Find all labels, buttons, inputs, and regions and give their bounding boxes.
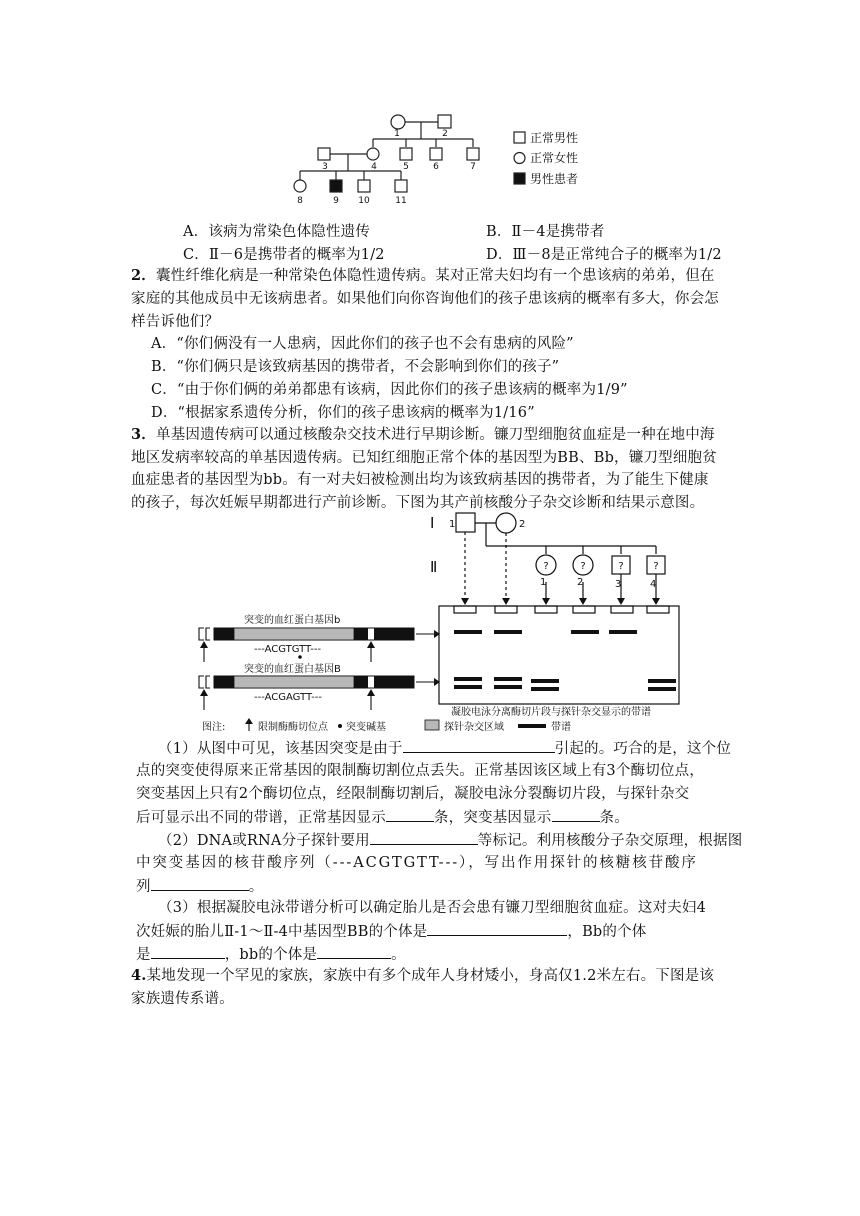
fetus-number: 3 [615,579,622,590]
gene-B-title: 突变的血红蛋白基因B [244,664,341,675]
pedigree-number: 8 [297,196,303,206]
q2-option-d: D．“根据家系遗传分析，你们的孩子患该病的概率为1/16” [151,405,535,421]
q3-stem-line: 血症患者的基因型为bb。有一对夫妇被检测出均为该致病基因的携带者，为了能生下健康 [131,472,709,488]
q1-option-a: A．该病为常染色体隐性遗传 [183,224,371,240]
q1-option-b: B．Ⅱ－4是携带者 [486,224,605,240]
fetus-number: 4 [650,579,657,590]
fetus-unknown-mark: ? [618,561,624,572]
q3-p3-line: （3）根据凝胶电泳带谱分析可以确定胎儿是否会患有镰刀型细胞贫血症。这对夫妇4 [158,900,707,916]
q3-p1-line: 点的突变使得原来正常基因的限制酶切割位点丢失。正常基因该区域上有3个酶切位点， [136,763,705,779]
answer-blank[interactable] [370,830,478,845]
fetus-unknown-mark: ? [580,561,586,572]
q2-stem-line: 2．囊性纤维化病是一种常染色体隐性遗传病。某对正常夫妇均有一个患该病的弟弟，但在 [131,267,715,284]
pedigree-number: 6 [433,162,439,172]
pedigree-number: 2 [442,129,448,139]
pedigree-number: 10 [358,196,370,206]
pedigree-number: 4 [371,162,377,172]
q3-p1-line: 突变基因上只有2个酶切位点，经限制酶切割后，凝胶电泳分裂酶切片段，与探针杂交 [136,786,690,802]
legend-band: 带谱 [551,722,571,733]
fetus-number: 2 [577,577,584,588]
pedigree-figure-1 [280,105,600,215]
q3-p2-line: 中突变基因的核苷酸序列（---ACGTGTT---），写出作用探针的核糖核苷酸序 [136,855,698,871]
q2-option-c: C．“由于你们俩的弟弟都患有该病，因此你们的孩子患该病的概率为1/9” [151,382,628,398]
gel-electrophoresis-figure [196,512,696,734]
legend-mutant-base: 突变碱基 [346,722,386,733]
q3-p2-line: （2）DNA或RNA分子探针要用 等标记。利用核酸分子杂交原理，根据图 [158,830,742,851]
legend-cut-site: 限制酶酶切位点 [258,722,328,733]
q2-stem-line: 样告诉他们？ [131,314,220,330]
fetus-unknown-mark: ? [653,561,659,572]
gene-b-title: 突变的血红蛋白基因b [244,615,341,626]
gene-b-sequence: ---ACGTGTT--- [254,644,322,655]
q3-number: 3． [131,426,156,443]
q3-p1-line: （1）从图中可见，该基因突变是由于 引起的。巧合的是，这个位 [158,738,731,759]
answer-blank[interactable] [386,807,434,822]
legend-affected-male: 男性患者 [530,172,579,186]
answer-blank[interactable] [427,921,567,936]
fetus-number: 1 [540,577,547,588]
gel-caption: 凝胶电泳分离酶切片段与探针杂交显示的带谱 [451,707,651,718]
q4-stem-line: 4.某地发现一个罕见的家族，家族中有多个成年人身材矮小，身高仅1.2米左右。下图是该 [131,967,715,984]
q2-stem-line: 家庭的其他成员中无该病患者。如果他们向你咨询他们的孩子患该病的概率有多大，你会怎 [131,291,719,307]
q3-p1-line: 后可显示出不同的带谱，正常基因显示 条，突变基因显示 条。 [136,807,629,828]
q3-stem-line: 3．单基因遗传病可以通过核酸杂交技术进行早期诊断。镰刀型细胞贫血症是一种在地中海 [131,426,715,443]
q1-option-c: C．Ⅱ－6是携带者的概率为1/2 [183,247,385,263]
legend-normal-female: 正常女性 [530,151,579,165]
fetus-unknown-mark: ? [543,561,549,572]
generation-2-label: Ⅱ [430,558,438,576]
pedigree-number: 9 [333,196,339,206]
answer-blank[interactable] [403,738,555,753]
legend-title: 图注: [202,722,226,733]
parent-number: 2 [519,519,526,530]
pedigree-number: 3 [322,162,328,172]
parent-number: 1 [449,519,456,530]
gene-B-sequence: ---ACGAGTT--- [254,692,323,703]
q1-option-d: D．Ⅲ－8是正常纯合子的概率为1/2 [486,247,722,263]
q3-stem-line: 地区发病率较高的单基因遗传病。已知红细胞正常个体的基因型为BB、Bb，镰刀型细胞贫 [131,450,717,466]
q3-p3-line: 次妊娠的胎儿Ⅱ-1～Ⅱ-4中基因型BB的个体是 ，Bb的个体 [136,921,647,942]
q2-number: 2． [131,267,156,284]
answer-blank[interactable] [151,876,249,891]
q3-stem-line: 的孩子，每次妊娠早期都进行产前诊断。下图为其产前核酸分子杂交诊断和结果示意图。 [131,495,705,511]
q3-p2-line: 列 。 [136,876,263,897]
legend-normal-male: 正常男性 [530,131,579,145]
legend-probe-region: 探针杂交区域 [444,722,504,733]
pedigree-number: 11 [395,196,407,206]
q3-p3-line: 是 ，bb的个体是 。 [136,944,406,965]
pedigree-number: 7 [470,162,476,172]
q4-number: 4. [131,967,147,984]
answer-blank[interactable] [151,944,225,959]
answer-blank[interactable] [317,944,391,959]
q2-option-a: A．“你们俩没有一人患病，因此你们的孩子也不会有患病的风险” [151,336,574,352]
generation-1-label: Ⅰ [430,514,435,532]
q2-option-b: B．“你们俩只是该致病基因的携带者，不会影响到你们的孩子” [151,359,560,375]
q4-stem-line: 家族遗传系谱。 [131,991,234,1007]
answer-blank[interactable] [552,807,600,822]
pedigree-number: 5 [403,162,409,172]
pedigree-number: 1 [394,129,400,139]
